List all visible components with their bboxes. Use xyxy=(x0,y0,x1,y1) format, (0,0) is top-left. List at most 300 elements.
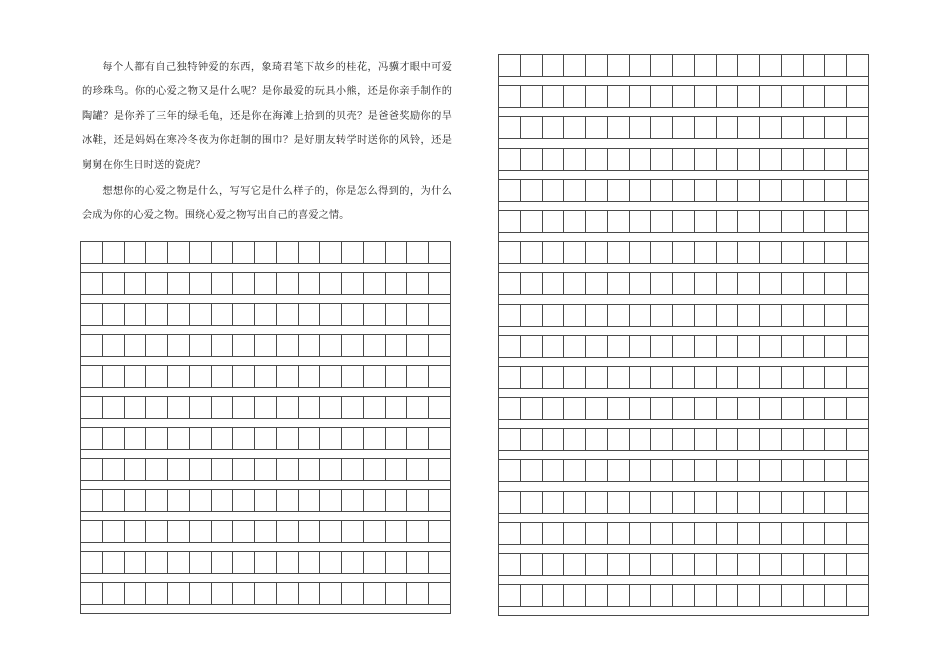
grid-cell[interactable] xyxy=(738,523,760,544)
grid-cell[interactable] xyxy=(190,273,212,294)
grid-cell[interactable] xyxy=(499,180,521,201)
grid-cell[interactable] xyxy=(233,366,255,387)
grid-cell[interactable] xyxy=(212,428,234,449)
grid-cell[interactable] xyxy=(146,397,168,418)
grid-cell[interactable] xyxy=(543,554,565,575)
grid-cell[interactable] xyxy=(125,428,147,449)
grid-cell[interactable] xyxy=(320,490,342,511)
grid-cell[interactable] xyxy=(695,492,717,513)
grid-cell[interactable] xyxy=(299,552,321,573)
grid-cell[interactable] xyxy=(299,490,321,511)
grid-cell[interactable] xyxy=(782,211,804,232)
grid-cell[interactable] xyxy=(847,55,868,76)
grid-cell[interactable] xyxy=(543,336,565,357)
grid-cell[interactable] xyxy=(299,304,321,325)
grid-cell[interactable] xyxy=(630,117,652,138)
grid-cell[interactable] xyxy=(782,429,804,450)
grid-cell[interactable] xyxy=(738,242,760,263)
grid-cell[interactable] xyxy=(364,335,386,356)
grid-cell[interactable] xyxy=(717,460,739,481)
grid-cell[interactable] xyxy=(543,585,565,606)
grid-cell[interactable] xyxy=(608,180,630,201)
grid-cell[interactable] xyxy=(630,367,652,388)
grid-cell[interactable] xyxy=(255,490,277,511)
grid-cell[interactable] xyxy=(673,86,695,107)
grid-cell[interactable] xyxy=(521,585,543,606)
grid-cell[interactable] xyxy=(342,490,364,511)
grid-cell[interactable] xyxy=(782,554,804,575)
grid-cell[interactable] xyxy=(190,583,212,604)
grid-cell[interactable] xyxy=(81,583,103,604)
grid-cell[interactable] xyxy=(499,305,521,326)
grid-cell[interactable] xyxy=(342,397,364,418)
grid-cell[interactable] xyxy=(782,86,804,107)
grid-cell[interactable] xyxy=(651,86,673,107)
grid-cell[interactable] xyxy=(782,585,804,606)
grid-cell[interactable] xyxy=(146,583,168,604)
grid-cell[interactable] xyxy=(564,585,586,606)
grid-cell[interactable] xyxy=(804,336,826,357)
grid-cell[interactable] xyxy=(760,242,782,263)
grid-cell[interactable] xyxy=(717,180,739,201)
left-writing-grid[interactable] xyxy=(80,241,451,614)
grid-cell[interactable] xyxy=(630,336,652,357)
grid-cell[interactable] xyxy=(695,149,717,170)
grid-cell[interactable] xyxy=(804,211,826,232)
grid-cell[interactable] xyxy=(364,428,386,449)
grid-cell[interactable] xyxy=(364,583,386,604)
grid-cell[interactable] xyxy=(825,336,847,357)
grid-cell[interactable] xyxy=(521,398,543,419)
grid-cell[interactable] xyxy=(81,521,103,542)
grid-cell[interactable] xyxy=(521,149,543,170)
grid-cell[interactable] xyxy=(168,428,190,449)
grid-cell[interactable] xyxy=(651,336,673,357)
grid-cell[interactable] xyxy=(521,242,543,263)
grid-cell[interactable] xyxy=(364,273,386,294)
grid-cell[interactable] xyxy=(782,305,804,326)
grid-cell[interactable] xyxy=(233,490,255,511)
grid-cell[interactable] xyxy=(386,428,408,449)
grid-cell[interactable] xyxy=(407,397,429,418)
grid-cell[interactable] xyxy=(782,367,804,388)
grid-cell[interactable] xyxy=(847,117,868,138)
grid-cell[interactable] xyxy=(407,459,429,480)
grid-cell[interactable] xyxy=(342,428,364,449)
grid-cell[interactable] xyxy=(717,429,739,450)
grid-cell[interactable] xyxy=(564,242,586,263)
grid-cell[interactable] xyxy=(760,149,782,170)
grid-cell[interactable] xyxy=(521,367,543,388)
grid-cell[interactable] xyxy=(630,492,652,513)
grid-cell[interactable] xyxy=(255,459,277,480)
grid-cell[interactable] xyxy=(760,523,782,544)
grid-cell[interactable] xyxy=(760,492,782,513)
grid-cell[interactable] xyxy=(630,398,652,419)
grid-cell[interactable] xyxy=(847,429,868,450)
grid-cell[interactable] xyxy=(564,86,586,107)
grid-cell[interactable] xyxy=(277,521,299,542)
grid-cell[interactable] xyxy=(146,552,168,573)
grid-cell[interactable] xyxy=(543,367,565,388)
grid-cell[interactable] xyxy=(760,273,782,294)
grid-cell[interactable] xyxy=(586,55,608,76)
grid-cell[interactable] xyxy=(168,490,190,511)
grid-cell[interactable] xyxy=(190,304,212,325)
grid-cell[interactable] xyxy=(717,86,739,107)
grid-cell[interactable] xyxy=(673,398,695,419)
grid-cell[interactable] xyxy=(847,460,868,481)
grid-cell[interactable] xyxy=(717,242,739,263)
grid-cell[interactable] xyxy=(564,554,586,575)
grid-cell[interactable] xyxy=(386,397,408,418)
grid-cell[interactable] xyxy=(81,459,103,480)
grid-cell[interactable] xyxy=(564,180,586,201)
grid-cell[interactable] xyxy=(521,86,543,107)
grid-cell[interactable] xyxy=(651,273,673,294)
grid-cell[interactable] xyxy=(364,366,386,387)
grid-cell[interactable] xyxy=(586,86,608,107)
grid-cell[interactable] xyxy=(429,583,450,604)
grid-cell[interactable] xyxy=(521,273,543,294)
grid-cell[interactable] xyxy=(760,211,782,232)
grid-cell[interactable] xyxy=(386,304,408,325)
grid-cell[interactable] xyxy=(673,367,695,388)
grid-cell[interactable] xyxy=(386,552,408,573)
grid-cell[interactable] xyxy=(277,273,299,294)
grid-cell[interactable] xyxy=(586,429,608,450)
grid-cell[interactable] xyxy=(81,397,103,418)
grid-cell[interactable] xyxy=(190,552,212,573)
grid-cell[interactable] xyxy=(586,367,608,388)
grid-cell[interactable] xyxy=(299,428,321,449)
grid-cell[interactable] xyxy=(320,521,342,542)
grid-cell[interactable] xyxy=(847,273,868,294)
grid-cell[interactable] xyxy=(738,585,760,606)
grid-cell[interactable] xyxy=(804,367,826,388)
grid-cell[interactable] xyxy=(825,117,847,138)
grid-cell[interactable] xyxy=(586,398,608,419)
grid-cell[interactable] xyxy=(386,490,408,511)
grid-cell[interactable] xyxy=(695,554,717,575)
grid-cell[interactable] xyxy=(146,366,168,387)
grid-cell[interactable] xyxy=(499,117,521,138)
grid-cell[interactable] xyxy=(233,335,255,356)
grid-cell[interactable] xyxy=(146,304,168,325)
grid-cell[interactable] xyxy=(499,55,521,76)
grid-cell[interactable] xyxy=(847,149,868,170)
grid-cell[interactable] xyxy=(586,242,608,263)
grid-cell[interactable] xyxy=(760,429,782,450)
grid-cell[interactable] xyxy=(695,523,717,544)
grid-cell[interactable] xyxy=(608,492,630,513)
grid-cell[interactable] xyxy=(608,554,630,575)
grid-cell[interactable] xyxy=(103,242,125,263)
grid-cell[interactable] xyxy=(804,460,826,481)
grid-cell[interactable] xyxy=(717,398,739,419)
grid-cell[interactable] xyxy=(407,273,429,294)
grid-cell[interactable] xyxy=(407,335,429,356)
grid-cell[interactable] xyxy=(695,398,717,419)
grid-cell[interactable] xyxy=(564,273,586,294)
grid-cell[interactable] xyxy=(299,397,321,418)
grid-cell[interactable] xyxy=(738,86,760,107)
grid-cell[interactable] xyxy=(255,335,277,356)
grid-cell[interactable] xyxy=(782,117,804,138)
grid-cell[interactable] xyxy=(695,305,717,326)
grid-cell[interactable] xyxy=(499,86,521,107)
grid-cell[interactable] xyxy=(782,180,804,201)
grid-cell[interactable] xyxy=(738,554,760,575)
grid-cell[interactable] xyxy=(499,273,521,294)
grid-cell[interactable] xyxy=(429,242,450,263)
grid-cell[interactable] xyxy=(630,585,652,606)
grid-cell[interactable] xyxy=(81,242,103,263)
grid-cell[interactable] xyxy=(608,242,630,263)
grid-cell[interactable] xyxy=(608,86,630,107)
grid-cell[interactable] xyxy=(429,273,450,294)
grid-cell[interactable] xyxy=(760,367,782,388)
grid-cell[interactable] xyxy=(804,149,826,170)
grid-cell[interactable] xyxy=(255,583,277,604)
grid-cell[interactable] xyxy=(804,55,826,76)
grid-cell[interactable] xyxy=(499,460,521,481)
grid-cell[interactable] xyxy=(125,583,147,604)
grid-cell[interactable] xyxy=(608,117,630,138)
grid-cell[interactable] xyxy=(342,242,364,263)
grid-cell[interactable] xyxy=(277,335,299,356)
grid-cell[interactable] xyxy=(103,366,125,387)
grid-cell[interactable] xyxy=(630,242,652,263)
grid-cell[interactable] xyxy=(103,304,125,325)
grid-cell[interactable] xyxy=(673,55,695,76)
grid-cell[interactable] xyxy=(804,429,826,450)
grid-cell[interactable] xyxy=(168,521,190,542)
grid-cell[interactable] xyxy=(608,523,630,544)
grid-cell[interactable] xyxy=(695,211,717,232)
grid-cell[interactable] xyxy=(146,490,168,511)
grid-cell[interactable] xyxy=(825,460,847,481)
grid-cell[interactable] xyxy=(320,335,342,356)
grid-cell[interactable] xyxy=(233,397,255,418)
grid-cell[interactable] xyxy=(255,521,277,542)
grid-cell[interactable] xyxy=(695,242,717,263)
grid-cell[interactable] xyxy=(233,304,255,325)
grid-cell[interactable] xyxy=(407,583,429,604)
grid-cell[interactable] xyxy=(804,242,826,263)
grid-cell[interactable] xyxy=(543,149,565,170)
grid-cell[interactable] xyxy=(608,429,630,450)
grid-cell[interactable] xyxy=(277,490,299,511)
grid-cell[interactable] xyxy=(277,242,299,263)
grid-cell[interactable] xyxy=(608,211,630,232)
grid-cell[interactable] xyxy=(738,398,760,419)
grid-cell[interactable] xyxy=(738,492,760,513)
grid-cell[interactable] xyxy=(651,305,673,326)
grid-cell[interactable] xyxy=(342,459,364,480)
grid-cell[interactable] xyxy=(320,242,342,263)
grid-cell[interactable] xyxy=(717,523,739,544)
grid-cell[interactable] xyxy=(760,86,782,107)
grid-cell[interactable] xyxy=(233,459,255,480)
grid-cell[interactable] xyxy=(760,554,782,575)
grid-cell[interactable] xyxy=(782,492,804,513)
grid-cell[interactable] xyxy=(212,273,234,294)
grid-cell[interactable] xyxy=(125,335,147,356)
grid-cell[interactable] xyxy=(608,585,630,606)
grid-cell[interactable] xyxy=(429,521,450,542)
grid-cell[interactable] xyxy=(233,521,255,542)
grid-cell[interactable] xyxy=(586,554,608,575)
grid-cell[interactable] xyxy=(255,366,277,387)
grid-cell[interactable] xyxy=(564,429,586,450)
grid-cell[interactable] xyxy=(564,305,586,326)
grid-cell[interactable] xyxy=(212,242,234,263)
grid-cell[interactable] xyxy=(564,367,586,388)
grid-cell[interactable] xyxy=(695,273,717,294)
grid-cell[interactable] xyxy=(364,304,386,325)
grid-cell[interactable] xyxy=(277,583,299,604)
grid-cell[interactable] xyxy=(212,583,234,604)
grid-cell[interactable] xyxy=(521,117,543,138)
grid-cell[interactable] xyxy=(673,117,695,138)
grid-cell[interactable] xyxy=(586,460,608,481)
grid-cell[interactable] xyxy=(847,554,868,575)
grid-cell[interactable] xyxy=(782,242,804,263)
grid-cell[interactable] xyxy=(386,242,408,263)
grid-cell[interactable] xyxy=(782,55,804,76)
grid-cell[interactable] xyxy=(277,459,299,480)
grid-cell[interactable] xyxy=(81,335,103,356)
grid-cell[interactable] xyxy=(608,149,630,170)
grid-cell[interactable] xyxy=(847,367,868,388)
grid-cell[interactable] xyxy=(564,398,586,419)
grid-cell[interactable] xyxy=(521,460,543,481)
grid-cell[interactable] xyxy=(233,583,255,604)
grid-cell[interactable] xyxy=(168,335,190,356)
grid-cell[interactable] xyxy=(564,336,586,357)
grid-cell[interactable] xyxy=(782,336,804,357)
grid-cell[interactable] xyxy=(825,86,847,107)
grid-cell[interactable] xyxy=(738,429,760,450)
grid-cell[interactable] xyxy=(364,490,386,511)
grid-cell[interactable] xyxy=(825,398,847,419)
grid-cell[interactable] xyxy=(190,490,212,511)
grid-cell[interactable] xyxy=(564,460,586,481)
grid-cell[interactable] xyxy=(342,583,364,604)
grid-cell[interactable] xyxy=(342,552,364,573)
grid-cell[interactable] xyxy=(299,242,321,263)
grid-cell[interactable] xyxy=(277,552,299,573)
grid-cell[interactable] xyxy=(586,273,608,294)
grid-cell[interactable] xyxy=(168,304,190,325)
grid-cell[interactable] xyxy=(717,336,739,357)
grid-cell[interactable] xyxy=(255,552,277,573)
grid-cell[interactable] xyxy=(364,397,386,418)
grid-cell[interactable] xyxy=(146,242,168,263)
grid-cell[interactable] xyxy=(825,149,847,170)
grid-cell[interactable] xyxy=(847,305,868,326)
grid-cell[interactable] xyxy=(717,149,739,170)
grid-cell[interactable] xyxy=(499,585,521,606)
grid-cell[interactable] xyxy=(103,552,125,573)
grid-cell[interactable] xyxy=(543,492,565,513)
grid-cell[interactable] xyxy=(847,86,868,107)
grid-cell[interactable] xyxy=(608,273,630,294)
grid-cell[interactable] xyxy=(364,459,386,480)
grid-cell[interactable] xyxy=(651,429,673,450)
grid-cell[interactable] xyxy=(630,55,652,76)
grid-cell[interactable] xyxy=(630,86,652,107)
grid-cell[interactable] xyxy=(320,397,342,418)
grid-cell[interactable] xyxy=(673,273,695,294)
grid-cell[interactable] xyxy=(543,86,565,107)
grid-cell[interactable] xyxy=(168,397,190,418)
grid-cell[interactable] xyxy=(499,336,521,357)
grid-cell[interactable] xyxy=(651,398,673,419)
grid-cell[interactable] xyxy=(212,521,234,542)
grid-cell[interactable] xyxy=(342,304,364,325)
grid-cell[interactable] xyxy=(695,86,717,107)
grid-cell[interactable] xyxy=(299,335,321,356)
grid-cell[interactable] xyxy=(429,459,450,480)
grid-cell[interactable] xyxy=(586,211,608,232)
grid-cell[interactable] xyxy=(543,180,565,201)
grid-cell[interactable] xyxy=(782,523,804,544)
grid-cell[interactable] xyxy=(277,397,299,418)
grid-cell[interactable] xyxy=(825,55,847,76)
grid-cell[interactable] xyxy=(81,428,103,449)
grid-cell[interactable] xyxy=(651,460,673,481)
grid-cell[interactable] xyxy=(760,336,782,357)
grid-cell[interactable] xyxy=(695,336,717,357)
grid-cell[interactable] xyxy=(364,552,386,573)
grid-cell[interactable] xyxy=(320,583,342,604)
grid-cell[interactable] xyxy=(320,428,342,449)
grid-cell[interactable] xyxy=(651,242,673,263)
grid-cell[interactable] xyxy=(521,180,543,201)
grid-cell[interactable] xyxy=(651,55,673,76)
grid-cell[interactable] xyxy=(673,180,695,201)
grid-cell[interactable] xyxy=(586,180,608,201)
grid-cell[interactable] xyxy=(847,523,868,544)
grid-cell[interactable] xyxy=(738,336,760,357)
grid-cell[interactable] xyxy=(81,273,103,294)
grid-cell[interactable] xyxy=(825,429,847,450)
grid-cell[interactable] xyxy=(342,521,364,542)
grid-cell[interactable] xyxy=(407,366,429,387)
grid-cell[interactable] xyxy=(543,117,565,138)
grid-cell[interactable] xyxy=(738,117,760,138)
grid-cell[interactable] xyxy=(717,55,739,76)
grid-cell[interactable] xyxy=(233,428,255,449)
grid-cell[interactable] xyxy=(125,273,147,294)
grid-cell[interactable] xyxy=(168,242,190,263)
grid-cell[interactable] xyxy=(717,211,739,232)
grid-cell[interactable] xyxy=(782,149,804,170)
grid-cell[interactable] xyxy=(255,428,277,449)
grid-cell[interactable] xyxy=(717,492,739,513)
grid-cell[interactable] xyxy=(407,242,429,263)
grid-cell[interactable] xyxy=(717,117,739,138)
grid-cell[interactable] xyxy=(103,397,125,418)
grid-cell[interactable] xyxy=(407,304,429,325)
grid-cell[interactable] xyxy=(760,460,782,481)
grid-cell[interactable] xyxy=(386,273,408,294)
grid-cell[interactable] xyxy=(608,367,630,388)
grid-cell[interactable] xyxy=(608,55,630,76)
grid-cell[interactable] xyxy=(320,366,342,387)
